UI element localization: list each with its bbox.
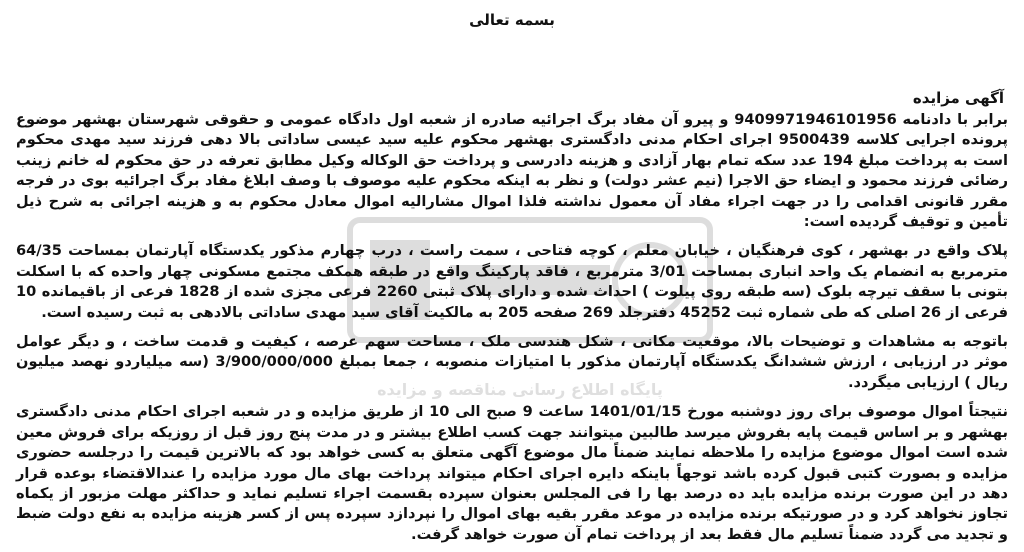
document-heading: بسمه تعالی xyxy=(469,11,555,29)
document-title: آگهی مزایده xyxy=(912,89,1004,107)
paragraph-property: پلاک واقع در بهشهر ، کوی فرهنگیان ، خیابان معلم ، کوچه فتاحی ، سمت راست ، درب چهارم مذکور یکدستگاه آپارتمان بمساحت 64/35 مترمربع به انضمام یک واحد انباری بمساحت 3/01 مترمربع ، فاقد پارکینگ واقع در طبقه همکف مجتمع مسکونی چهار واحده که با اسکلت بتونی با سقف تیرچه بلوک (سه طبقه روی پیلوت ) احداث شده و دارای پلاک ثبتی 2260 فرعی مجزی شده از 1828 فرعی از باقیمانده 10 فرعی از 26 اصلی که طی شماره ثبت 45252 دفترجلد 269 صفحه 205 به مالکیت آقای سید مهدی ساداتی بالادهی به ثبت رسیده است. xyxy=(16,242,1008,321)
paragraph-valuation: باتوجه به مشاهدات و توضیحات بالا، موقعیت مکانی ، شکل هندسی ملک ، مساحت سهم عرصه ، کیفیت و قدمت ساخت ، و دیگر عوامل موثر در ارزیابی ، ارزش ششدانگ یکدستگاه آپارتمان مذکور با امتیازات منصوبه ، جمعا بمبلغ 3/900/000/000 (سه میلیاردو نهصد میلیون ریال ) ارزیابی میگردد. xyxy=(16,333,1008,391)
paragraph-auction-terms: نتیجتاً اموال موصوف برای روز دوشنبه مورخ 1401/01/15 ساعت 9 صبح الی 10 از طریق مزایده و در شعبه اجرای احکام مدنی دادگستری بهشهر و بر اساس قیمت پایه بفروش میرسد طالبین میتوانند جهت کسب اطلاع بیشتر و در مدت پنج روز قبل از روزیکه برای فروش معین شده است اموال موضوع مزایده را ملاحظه نمایند ضمناً مال موضوع آگهی متعلق به کسی خواهد بود که بالاترین قیمت را درجلسه حضوری مزایده و بصورت کتبی قبول کرده باشد توجهاً باینکه دایره اجرای احکام میتواند پرداخت بهای مال مورد مزایده را عندالاقتضاء بوعده قرار دهد در این صورت برنده مزایده باید ده درصد بها را فی المجلس بعنوان سپرده بقسمت اجراء تسلیم نماید و حداکثر مهلت مزبور از یکماه تجاوز نخواهد کرد و در صورتیکه برنده مزایده در موعد مقرر بقیه بهای اموال را نپردازد سپرده پس از کسر هزینه مزایده به نفع دولت ضبط و تجدید می گردد ضمناً تسلیم مال فقط بعد از پرداخت تمام آن صورت خواهد گرفت. xyxy=(16,403,1008,543)
watermark-text: پایگاه اطلاع رسانی مناقصه و مزایده xyxy=(377,380,663,399)
paragraph-verdict: برابر با دادنامه 9409971946101956 و پیرو آن مفاد برگ اجرائیه صادره از شعبه اول دادگاه عمومی و حقوقی شهرستان بهشهر موضوع پرونده اجرایی کلاسه 9500439 اجرای احکام مدنی دادگستری بهشهر محکوم علیه سید عیسی ساداتی بالا دهی فرزند سید مهدی محکوم است به پرداخت مبلغ 194 عدد سکه تمام بهار آزادی و هزینه دادرسی و پرداخت حق الوکاله وکیل مطابق تعرفه در حق محکوم له خانم زینب رضائی فرزند محمود و ایضاء حق الاجرا (نیم عشر دولت) و نظر به اینکه محکوم علیه موصوف با وصف ابلاغ مفاد برگ اجرائیه بوی در فرجه مقرر قانونی اقدامی را در جهت اجراء مفاد آن معمول نداشته فلذا اموال مشارالیه اموال معادل محکوم به و هزینه اجرائی به شرح ذیل تأمین و توقیف گردیده است: xyxy=(16,111,1008,231)
